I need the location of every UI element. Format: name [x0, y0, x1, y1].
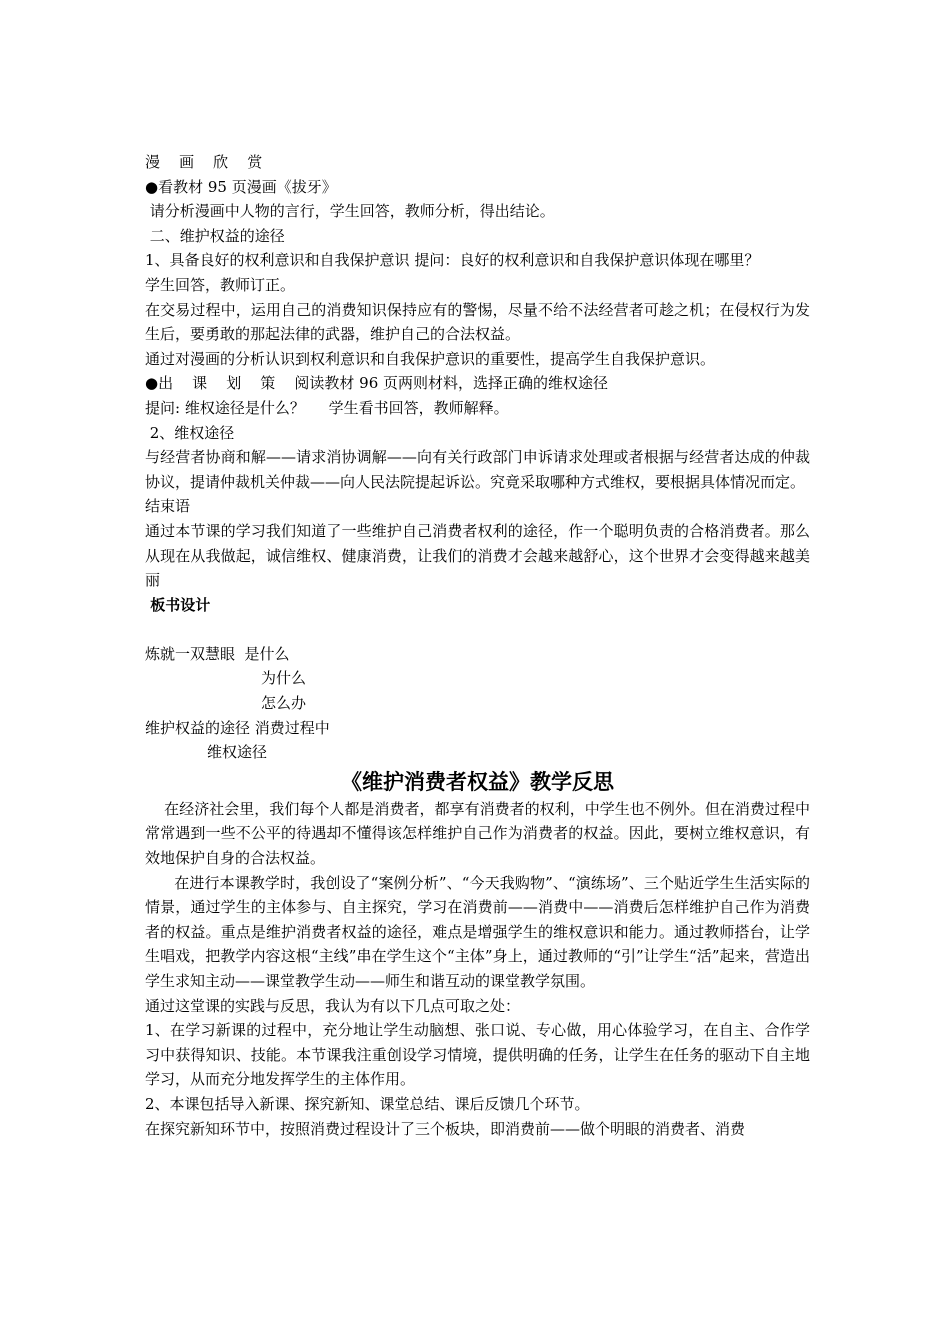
closing-paragraph: 通过本节课的学习我们知道了一些维护自己消费者权利的途径，作一个聪明负责的合格消费者。那么从现在从我做起，诚信维权、健康消费，让我们的消费才会越来越舒心，这个世界才会变得越来越美丽 [145, 521, 810, 590]
reflection-paragraph-5: 2、本课包括导入新课、探究新知、课堂总结、课后反馈几个环节。 [145, 1094, 590, 1113]
rights-ways-paragraph: 与经营者协商和解——请求消协调解——向有关行政部门申诉请求处理或者根据与经营者达成的仲裁协议，提请仲裁机关仲裁——向人民法院提起诉讼。究竟采取哪种方式维权，要根据具体情况而定。 [145, 448, 810, 491]
transaction-paragraph: 在交易过程中，运用自己的消费知识保持应有的警惕，尽量不给不法经营者可趁之机；在侵权行为发生后，要勇敢的那起法律的武器，维护自己的合法权益。 [145, 300, 810, 344]
strategy-heading: ●出 课 划 策 阅读教材 96 页两则材料，选择正确的维权途径 [145, 374, 609, 393]
cartoon-analysis: 请分析漫画中人物的言行，学生回答，教师分析，得出结论。 [145, 202, 555, 221]
point-2-heading: 2、维权途径 [145, 423, 235, 442]
student-answer-note: 学生回答，教师订正。 [145, 275, 296, 294]
reflection-paragraph-3: 通过这堂课的实践与反思，我认为有以下几点可取之处： [145, 996, 521, 1015]
closing-heading: 结束语 [145, 497, 191, 516]
board-line-5: 维权途径 [207, 743, 268, 762]
reflection-paragraph-4: 1、在学习新课的过程中，充分地让学生动脑想、张口说、专心做，用心体验学习，在自主、合作学习中获得知识、技能。本节课我注重创设学习情境，提供明确的任务，让学生在任务的驱动下自主地学习，从而充分地发挥学生的主体作用。 [145, 1021, 810, 1089]
blank-line [145, 617, 810, 642]
board-line-1: 炼就一双慧眼 是什么 [145, 644, 290, 663]
section-heading-ways: 二、维护权益的途径 [145, 226, 285, 245]
board-line-2: 为什么 [261, 669, 307, 688]
board-line-4: 维护权益的途径 消费过程中 [145, 718, 330, 737]
board-line-3: 怎么办 [261, 694, 307, 713]
reflection-paragraph-6: 在探究新知环节中，按照消费过程设计了三个板块，即消费前——做个明眼的消费者、消费 [145, 1119, 746, 1138]
question-line: 提问: 维权途径是什么？ 学生看书回答，教师解释。 [145, 398, 509, 417]
point-1-awareness: 1、具备良好的权利意识和自我保护意识 提问：良好的权利意识和自我保护意识体现在哪里？ [145, 251, 760, 270]
cartoon-instruction: ●看教材 95 页漫画《拔牙》 [145, 177, 337, 196]
document-body [145, 150, 810, 1141]
reflection-title: 《维护消费者权益》教学反思 [341, 768, 614, 794]
board-design-heading: 板书设计 [145, 595, 211, 614]
reflection-paragraph-1: 在经济社会里，我们每个人都是消费者，都享有消费者的权利，中学生也不例外。但在消费过程中常常遇到一些不公平的待遇却不懂得该怎样维护自己作为消费者的权益。因此，要树立维权意识，有效地保护自身的合法权益。 [145, 799, 810, 868]
section-cartoon-heading: 漫 画 欣 赏 [145, 153, 263, 171]
cartoon-summary: 通过对漫画的分析认识到权利意识和自我保护意识的重要性，提高学生自我保护意识。 [145, 349, 716, 368]
reflection-paragraph-2: 在进行本课教学时，我创设了“案例分析”、“今天我购物”、“演练场”、三个贴近学生生活实际的情景，通过学生的主体参与、自主探究，学习在消费前——消费中——消费后怎样维护自己作为消费者的权益。重点是维护消费者权益的途径，难点是增强学生的维权意识和能力。通过教师搭台，让学生唱戏，把教学内容这根“主线”串在学生这个“主体”身上，通过教师的“引”让学生“活”起来，营造出学生求知主动——课堂教学生动——师生和谐互动的课堂教学氛围。 [145, 873, 811, 990]
